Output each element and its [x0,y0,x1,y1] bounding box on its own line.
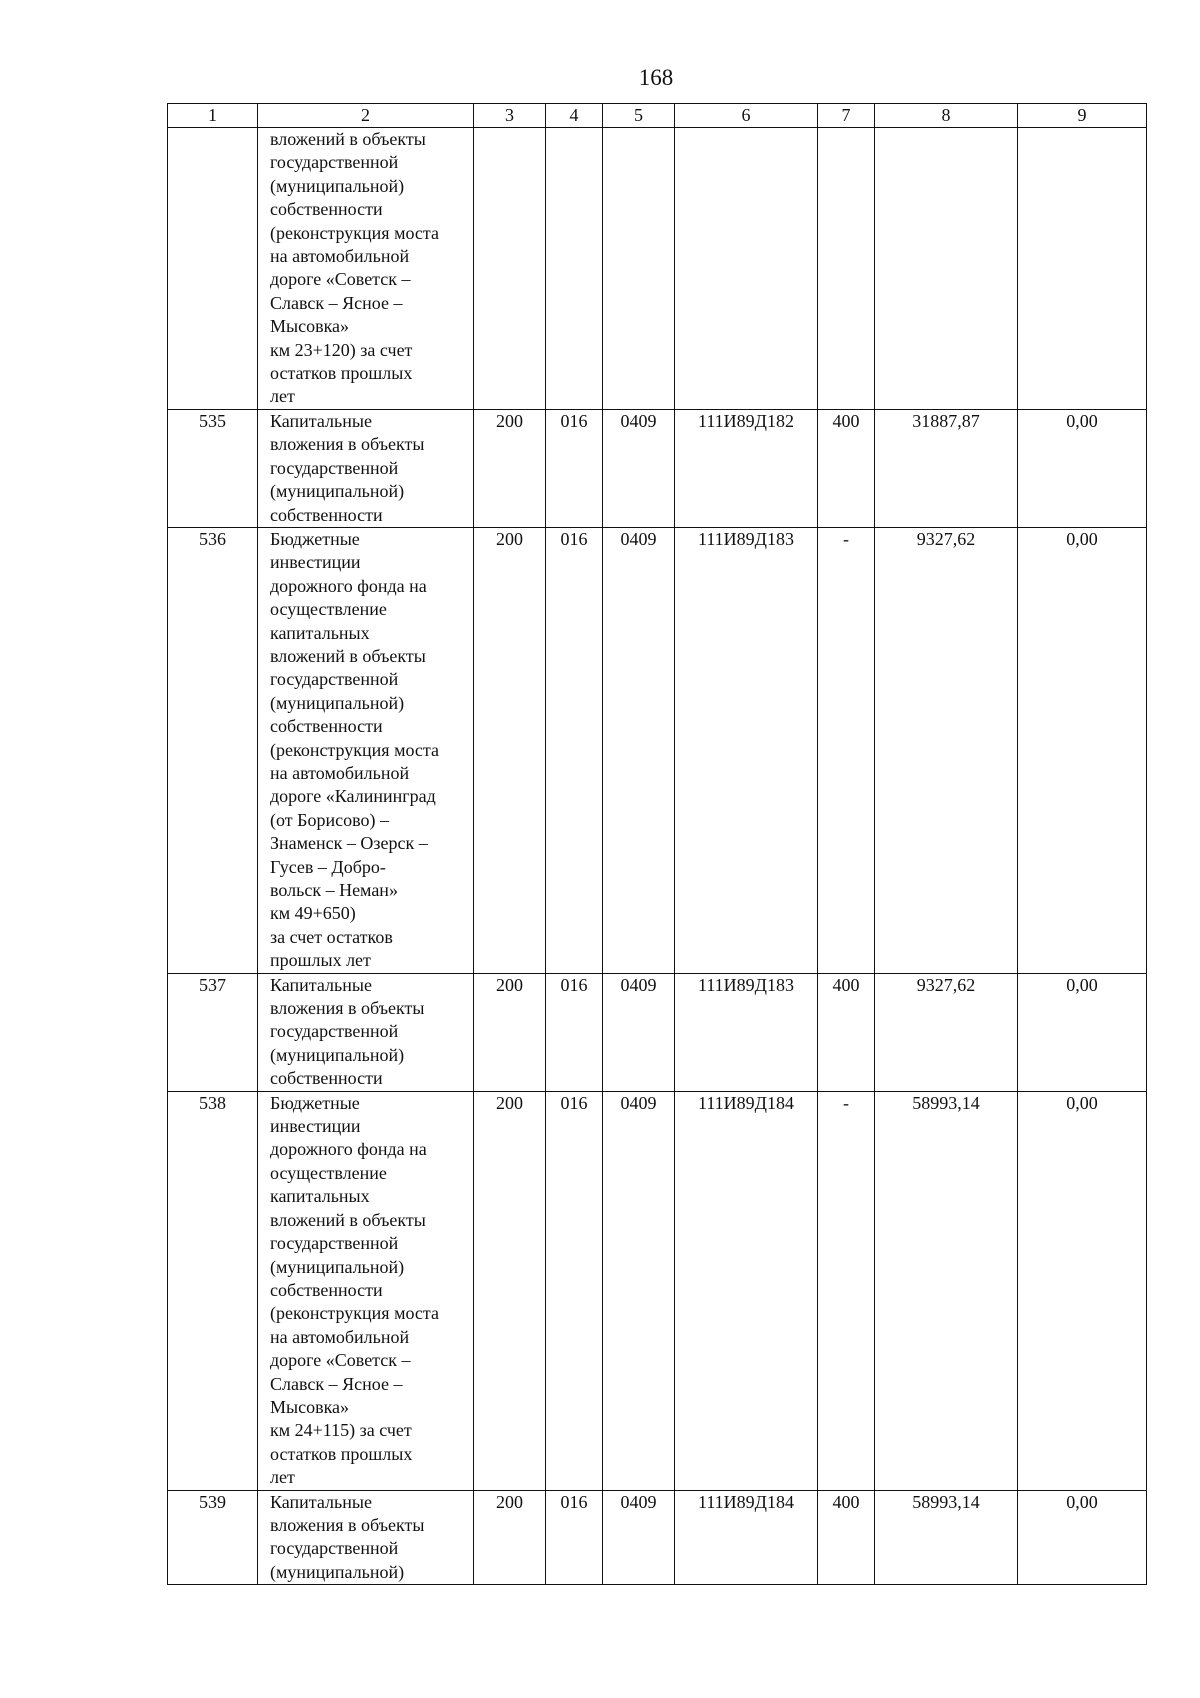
description-line: осуществление [270,1162,387,1183]
description-line: государственной [270,152,399,173]
table-body [168,128,1147,1585]
description-line: Славск – Ясное – [270,1373,403,1394]
description-line: государственной [270,1021,399,1042]
col5-cell: 0409 [603,527,675,973]
description-line: собственности [270,716,383,737]
col5-cell: 0409 [603,973,675,1091]
description-line: собственности [270,199,383,220]
page-number: 168 [638,65,674,90]
description-line: дорожного фонда на [270,575,427,596]
table-row [168,1091,1147,1490]
col8-cell: 58993,14 [875,1091,1018,1490]
description-line: дороге «Калининград [270,786,436,807]
description-line: вложения в объекты [270,1514,425,1535]
description-line: Мысовка» [270,1396,350,1417]
row-number-cell: 539 [168,1490,258,1585]
col5-cell [603,128,675,410]
column-header: 6 [675,104,818,128]
description-line: (муниципальной) [270,1044,405,1065]
description-line: (муниципальной) [270,175,405,196]
column-header: 4 [546,104,603,128]
table-row [168,128,1147,410]
col7-cell: 400 [818,973,875,1091]
col6-cell: 111И89Д184 [675,1091,818,1490]
row-number-cell: 538 [168,1091,258,1490]
col6-cell: 111И89Д183 [675,527,818,973]
row-number-cell: 536 [168,527,258,973]
table-row [168,409,1147,527]
description-line: (от Борисово) – [270,809,389,830]
description-line: вложений в объекты [270,1209,426,1230]
description-line: вложений в объекты [270,129,426,149]
header-row [168,104,1147,128]
description-line: Капитальные [270,410,372,431]
description-line: собственности [270,1068,383,1089]
description-line: на автомобильной [270,1326,410,1347]
budget-table [167,103,1147,1585]
col8-cell: 31887,87 [875,409,1018,527]
column-header: 5 [603,104,675,128]
description-line: (реконструкция моста [270,222,439,243]
description-line: Капитальные [270,974,372,995]
column-header: 9 [1018,104,1147,128]
col8-cell: 9327,62 [875,527,1018,973]
description-line: Гусев – Добро- [270,856,386,877]
description-line: государственной [270,669,399,690]
description-line: собственности [270,504,383,525]
description-line: вольск – Неман» [270,880,398,900]
description-line: государственной [270,1538,399,1559]
description-line: (муниципальной) [270,1256,405,1277]
col4-cell [546,128,603,410]
col5-cell: 0409 [603,409,675,527]
description-line: лет [270,1467,295,1488]
col4-cell: 016 [546,973,603,1091]
description-cell [258,1490,474,1585]
col4-cell: 016 [546,409,603,527]
description-line: капитальных [270,622,370,643]
description-cell [258,527,474,973]
description-line: (реконструкция моста [270,739,439,760]
col3-cell: 200 [474,1091,546,1490]
description-line: на автомобильной [270,246,410,267]
col3-cell: 200 [474,973,546,1091]
col4-cell: 016 [546,1091,603,1490]
description-line: (муниципальной) [270,481,405,502]
description-line: государственной [270,1233,399,1254]
description-line: Бюджетные [270,528,360,549]
description-line: собственности [270,1279,383,1300]
description-line: дороге «Советск – [270,269,411,290]
col7-cell: 400 [818,1490,875,1585]
description-line: км 23+120) за счет [270,339,413,360]
col9-cell: 0,00 [1018,1091,1147,1490]
col7-cell [818,128,875,410]
col8-cell: 58993,14 [875,1490,1018,1585]
col9-cell: 0,00 [1018,409,1147,527]
col9-cell: 0,00 [1018,527,1147,973]
description-line: Знаменск – Озерск – [270,833,428,854]
col9-cell: 0,00 [1018,1490,1147,1585]
col3-cell: 200 [474,527,546,973]
description-line: Бюджетные [270,1092,360,1113]
col5-cell: 0409 [603,1091,675,1490]
table-row [168,973,1147,1091]
column-header: 8 [875,104,1018,128]
col3-cell: 200 [474,409,546,527]
col4-cell: 016 [546,527,603,973]
description-line: остатков прошлых [270,1443,413,1464]
col6-cell: 111И89Д183 [675,973,818,1091]
description-line: прошлых лет [270,950,371,971]
col6-cell: 111И89Д182 [675,409,818,527]
description-line: дорожного фонда на [270,1139,427,1160]
col4-cell: 016 [546,1490,603,1585]
column-header: 3 [474,104,546,128]
row-number-cell: 537 [168,973,258,1091]
description-line: лет [270,386,295,407]
table-row [168,527,1147,973]
description-line: инвестиции [270,1116,361,1137]
col3-cell: 200 [474,1490,546,1585]
table-row [168,1490,1147,1585]
description-line: инвестиции [270,552,361,573]
column-header: 7 [818,104,875,128]
col9-cell: 0,00 [1018,973,1147,1091]
description-line: вложения в объекты [270,998,425,1019]
col8-cell [875,128,1018,410]
col7-cell: - [818,527,875,973]
description-line: Капитальные [270,1491,372,1512]
description-cell [258,973,474,1091]
description-line: вложения в объекты [270,434,425,455]
description-line: (муниципальной) [270,1561,405,1582]
col7-cell: - [818,1091,875,1490]
description-line: (муниципальной) [270,692,405,713]
col6-cell: 111И89Д184 [675,1490,818,1585]
column-header: 1 [168,104,258,128]
col7-cell: 400 [818,409,875,527]
description-line: Мысовка» [270,316,350,337]
description-line: осуществление [270,599,387,620]
col8-cell: 9327,62 [875,973,1018,1091]
description-line: (реконструкция моста [270,1303,439,1324]
col5-cell: 0409 [603,1490,675,1585]
description-line: капитальных [270,1186,370,1207]
col6-cell [675,128,818,410]
description-line: Славск – Ясное – [270,292,403,313]
row-number-cell: 535 [168,409,258,527]
description-line: государственной [270,457,399,478]
description-line: на автомобильной [270,762,410,783]
description-line: за счет остатков [270,926,393,947]
description-line: остатков прошлых [270,363,413,384]
description-cell [258,1091,474,1490]
description-line: км 49+650) [270,903,356,924]
column-header: 2 [258,104,474,128]
description-line: вложений в объекты [270,645,426,666]
row-number-cell [168,128,258,410]
description-cell [258,409,474,527]
description-cell [258,128,474,410]
col9-cell [1018,128,1147,410]
col3-cell [474,128,546,410]
description-line: дороге «Советск – [270,1350,411,1371]
description-line: км 24+115) за счет [270,1420,412,1441]
